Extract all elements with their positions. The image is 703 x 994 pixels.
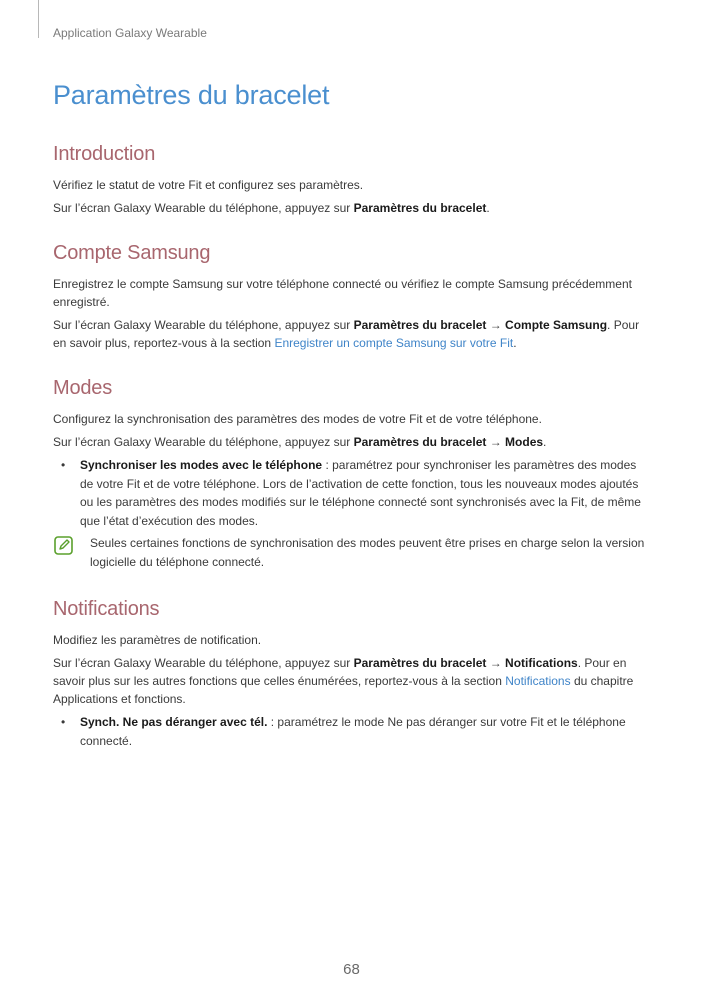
note-text: Seules certaines fonctions de synchronisation des modes peuvent être prises en charge selon la version logicielle du téléphone connecté.: [90, 536, 645, 569]
text-run: : paramétrez pour synchroniser les paramètres des modes de votre Fit et de votre téléphone. Lors de l’activation de cette fonction, tous les nouveaux modes ajoutés ou les paramètres des modes modifiés sur le téléphone connecté sont synchronisés avec la Fit, de même que l’état d’exécution des modes.: [80, 458, 641, 528]
section-heading-introduction: Introduction: [53, 143, 156, 165]
note-pencil-icon: [54, 536, 73, 555]
section-compte-samsung: [53, 242, 649, 357]
link-enregistrer-compte-samsung[interactable]: Enregistrer un compte Samsung sur votre Fit: [274, 336, 514, 350]
text-run: .: [513, 336, 517, 350]
text-run: du chapitre Applications et fonctions.: [53, 674, 634, 706]
menu-path-bold: Paramètres du bracelet: [353, 201, 487, 215]
notifications-paragraph-2: [53, 654, 649, 708]
section-heading-modes: Modes: [53, 377, 113, 399]
bullet-item-synchroniser-modes: [53, 456, 649, 530]
arrow-glyph: →: [486, 435, 506, 449]
bullet-dot: •: [61, 715, 66, 729]
text-run: : paramétrez le mode Ne pas déranger sur votre Fit et le téléphone connecté.: [80, 715, 626, 748]
compte-samsung-paragraph-2: [53, 316, 649, 352]
introduction-paragraph-2: [53, 199, 649, 217]
link-notifications[interactable]: Notifications: [505, 674, 571, 688]
section-heading-compte-samsung: Compte Samsung: [53, 242, 211, 264]
text-run: Sur l’écran Galaxy Wearable du téléphone, appuyez sur: [53, 656, 354, 670]
text-run: . Pour en savoir plus, reportez-vous à la section: [53, 318, 640, 350]
text-run: Sur l’écran Galaxy Wearable du téléphone, appuyez sur: [53, 318, 354, 332]
header-margin-rule: [38, 0, 39, 38]
menu-path-bold: Modes: [505, 435, 544, 449]
modes-paragraph-1: Configurez la synchronisation des paramètres des modes de votre Fit et de votre téléphone.: [53, 412, 542, 426]
page-title: Paramètres du bracelet: [53, 80, 330, 110]
notifications-paragraph-1: Modifiez les paramètres de notification.: [53, 633, 262, 647]
introduction-paragraph-1: Vérifiez le statut de votre Fit et configurez ses paramètres.: [53, 178, 364, 192]
menu-path-bold: Paramètres du bracelet: [353, 656, 487, 670]
text-run: .: [543, 435, 547, 449]
modes-paragraph-2: [53, 433, 649, 451]
text-run: Sur l’écran Galaxy Wearable du téléphone, appuyez sur: [53, 435, 354, 449]
bullet-dot: •: [61, 458, 66, 472]
section-introduction: [53, 143, 649, 222]
section-heading-notifications: Notifications: [53, 598, 160, 620]
option-name-bold: Synch. Ne pas déranger avec tél.: [80, 715, 268, 729]
note-box: [53, 534, 649, 571]
option-name-bold: Synchroniser les modes avec le téléphone: [80, 458, 323, 472]
text-run: .: [486, 201, 490, 215]
bullet-item-synch-ne-pas-deranger: [53, 713, 649, 750]
compte-samsung-paragraph-1: Enregistrez le compte Samsung sur votre téléphone connecté ou vérifiez le compte Samsung précédemment enregistré.: [53, 277, 632, 309]
running-header: Application Galaxy Wearable: [53, 26, 207, 40]
menu-path-bold: Notifications: [505, 656, 578, 670]
text-run: Sur l’écran Galaxy Wearable du téléphone, appuyez sur: [53, 201, 354, 215]
arrow-glyph: →: [486, 318, 506, 332]
menu-path-bold: Paramètres du bracelet: [353, 435, 487, 449]
section-notifications: [53, 598, 649, 754]
menu-path-bold: Compte Samsung: [505, 318, 608, 332]
section-modes: [53, 377, 649, 571]
page-number: 68: [343, 961, 360, 978]
menu-path-bold: Paramètres du bracelet: [353, 318, 487, 332]
text-run: . Pour en savoir plus sur les autres fonctions que celles énumérées, reportez-vous à la section: [53, 656, 627, 688]
arrow-glyph: →: [486, 656, 506, 670]
